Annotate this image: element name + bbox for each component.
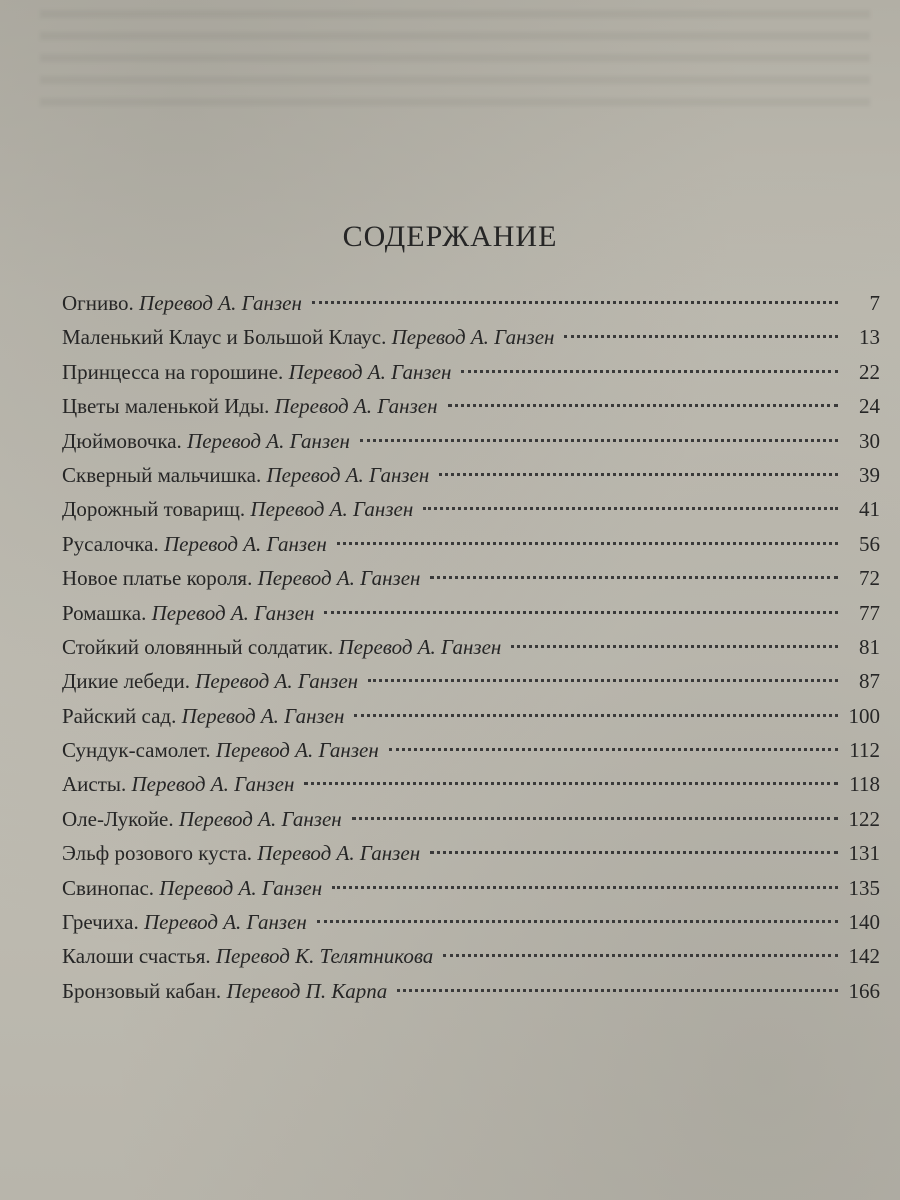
toc-entry: [62, 561, 880, 595]
entry-page-number: 122: [848, 806, 880, 831]
dot-leader: [430, 576, 838, 579]
entry-page-number: 118: [849, 772, 880, 797]
entry-title: Новое платье короля.: [62, 566, 253, 591]
toc-entry: [62, 355, 880, 389]
toc-entry: [62, 286, 880, 320]
entry-translator: Перевод А. Ганзен: [215, 738, 379, 763]
dot-leader: [317, 920, 838, 923]
entry-translator: Перевод А. Ганзен: [288, 359, 452, 384]
entry-title: Калоши счастья.: [62, 944, 211, 969]
toc-entry: [62, 871, 880, 905]
entry-title: Стойкий оловянный солдатик.: [62, 634, 334, 659]
toc-entry: [62, 699, 880, 733]
dot-leader: [337, 542, 838, 545]
entry-translator: Перевод П. Карпа: [226, 978, 388, 1003]
dot-leader: [397, 989, 838, 992]
page-title: СОДЕРЖАНИЕ: [342, 220, 558, 253]
dot-leader: [324, 611, 838, 614]
entry-page-number: 13: [859, 325, 880, 350]
toc-entry: [62, 905, 880, 939]
entry-title: Свинопас.: [62, 875, 155, 900]
toc-entry: [62, 974, 880, 1008]
entry-title: Маленький Клаус и Большой Клаус.: [62, 325, 387, 350]
entry-title: Эльф розового куста.: [62, 841, 253, 866]
entry-translator: Перевод А. Ганзен: [250, 497, 414, 522]
entry-title: Сундук-самолет.: [62, 738, 211, 763]
toc-entry: [62, 389, 880, 423]
entry-title: Принцесса на горошине.: [62, 359, 284, 384]
entry-title: Оле-Лукойе.: [62, 806, 174, 831]
table-of-contents: [62, 286, 880, 1008]
entry-page-number: 56: [859, 531, 880, 556]
entry-page-number: 131: [848, 841, 880, 866]
toc-entry: [62, 836, 880, 870]
entry-page-number: 77: [859, 600, 880, 625]
entry-page-number: 135: [848, 875, 880, 900]
toc-entry: [62, 320, 880, 354]
dot-leader: [354, 714, 838, 717]
entry-page-number: 112: [849, 738, 880, 763]
entry-page-number: 166: [848, 978, 880, 1003]
entry-page-number: 87: [859, 669, 880, 694]
dot-leader: [389, 748, 838, 751]
entry-translator: Перевод А. Ганзен: [187, 428, 350, 453]
entry-page-number: 39: [859, 462, 880, 487]
entry-title: Райский сад.: [62, 703, 177, 728]
entry-page-number: 72: [859, 566, 880, 591]
dot-leader: [312, 301, 838, 304]
toc-entry: [62, 492, 880, 526]
entry-translator: Перевод А. Ганзен: [266, 462, 430, 487]
dot-leader: [430, 851, 838, 854]
dot-leader: [448, 404, 838, 407]
entry-translator: Перевод А. Ганзен: [274, 394, 438, 419]
entry-translator: Перевод А. Ганзен: [139, 291, 302, 315]
dot-leader: [332, 886, 838, 889]
toc-entry: [62, 939, 880, 973]
entry-title: Бронзовый кабан.: [62, 978, 222, 1003]
entry-translator: Перевод А. Ганзен: [151, 600, 315, 625]
toc-entry: [62, 527, 880, 561]
dot-leader: [423, 507, 838, 510]
entry-translator: Перевод А. Ганзен: [131, 772, 295, 797]
entry-translator: Перевод К. Телятникова: [215, 944, 434, 969]
entry-translator: Перевод А. Ганзен: [257, 566, 421, 591]
entry-title: Ромашка.: [62, 600, 147, 625]
entry-title: Цветы маленькой Иды.: [62, 394, 270, 419]
entry-page-number: 7: [869, 291, 880, 315]
dot-leader: [443, 954, 838, 957]
entry-page-number: 30: [859, 428, 880, 453]
dot-leader: [461, 370, 838, 373]
entry-page-number: 41: [859, 497, 880, 522]
dot-leader: [564, 335, 838, 338]
dot-leader: [368, 679, 838, 682]
toc-entry: [62, 596, 880, 630]
entry-translator: Перевод А. Ганзен: [338, 634, 502, 659]
dot-leader: [352, 817, 838, 820]
entry-page-number: 142: [848, 944, 880, 969]
entry-title: Дорожный товарищ.: [62, 497, 246, 522]
entry-title: Скверный мальчишка.: [62, 462, 262, 487]
dot-leader: [360, 439, 838, 442]
entry-translator: Перевод А. Ганзен: [257, 841, 421, 866]
entry-translator: Перевод А. Ганзен: [195, 669, 359, 694]
entry-translator: Перевод А. Ганзен: [143, 910, 307, 935]
toc-entry: [62, 802, 880, 836]
dot-leader: [304, 782, 838, 785]
dot-leader: [511, 645, 838, 648]
dot-leader: [439, 473, 838, 476]
toc-entry: [62, 664, 880, 698]
toc-entry: [62, 424, 880, 458]
entry-title: Огниво.: [62, 291, 134, 315]
entry-title: Дикие лебеди.: [62, 669, 190, 694]
entry-title: Русалочка.: [62, 531, 159, 556]
toc-entry: [62, 630, 880, 664]
entry-page-number: 22: [859, 359, 880, 384]
show-through-text: [40, 10, 870, 120]
entry-page-number: 100: [848, 703, 880, 728]
entry-translator: Перевод А. Ганзен: [391, 325, 555, 350]
toc-entry: [62, 767, 880, 801]
entry-title: Гречиха.: [62, 910, 139, 935]
entry-translator: Перевод А. Ганзен: [181, 703, 345, 728]
toc-entry: [62, 458, 880, 492]
entry-translator: Перевод А. Ганзен: [159, 875, 323, 900]
entry-title: Дюймовочка.: [62, 428, 182, 453]
entry-translator: Перевод А. Ганзен: [163, 531, 327, 556]
entry-page-number: 81: [859, 634, 880, 659]
entry-page-number: 24: [859, 394, 880, 419]
entry-title: Аисты.: [62, 772, 127, 797]
toc-entry: [62, 733, 880, 767]
entry-page-number: 140: [848, 910, 880, 935]
entry-translator: Перевод А. Ганзен: [178, 806, 342, 831]
